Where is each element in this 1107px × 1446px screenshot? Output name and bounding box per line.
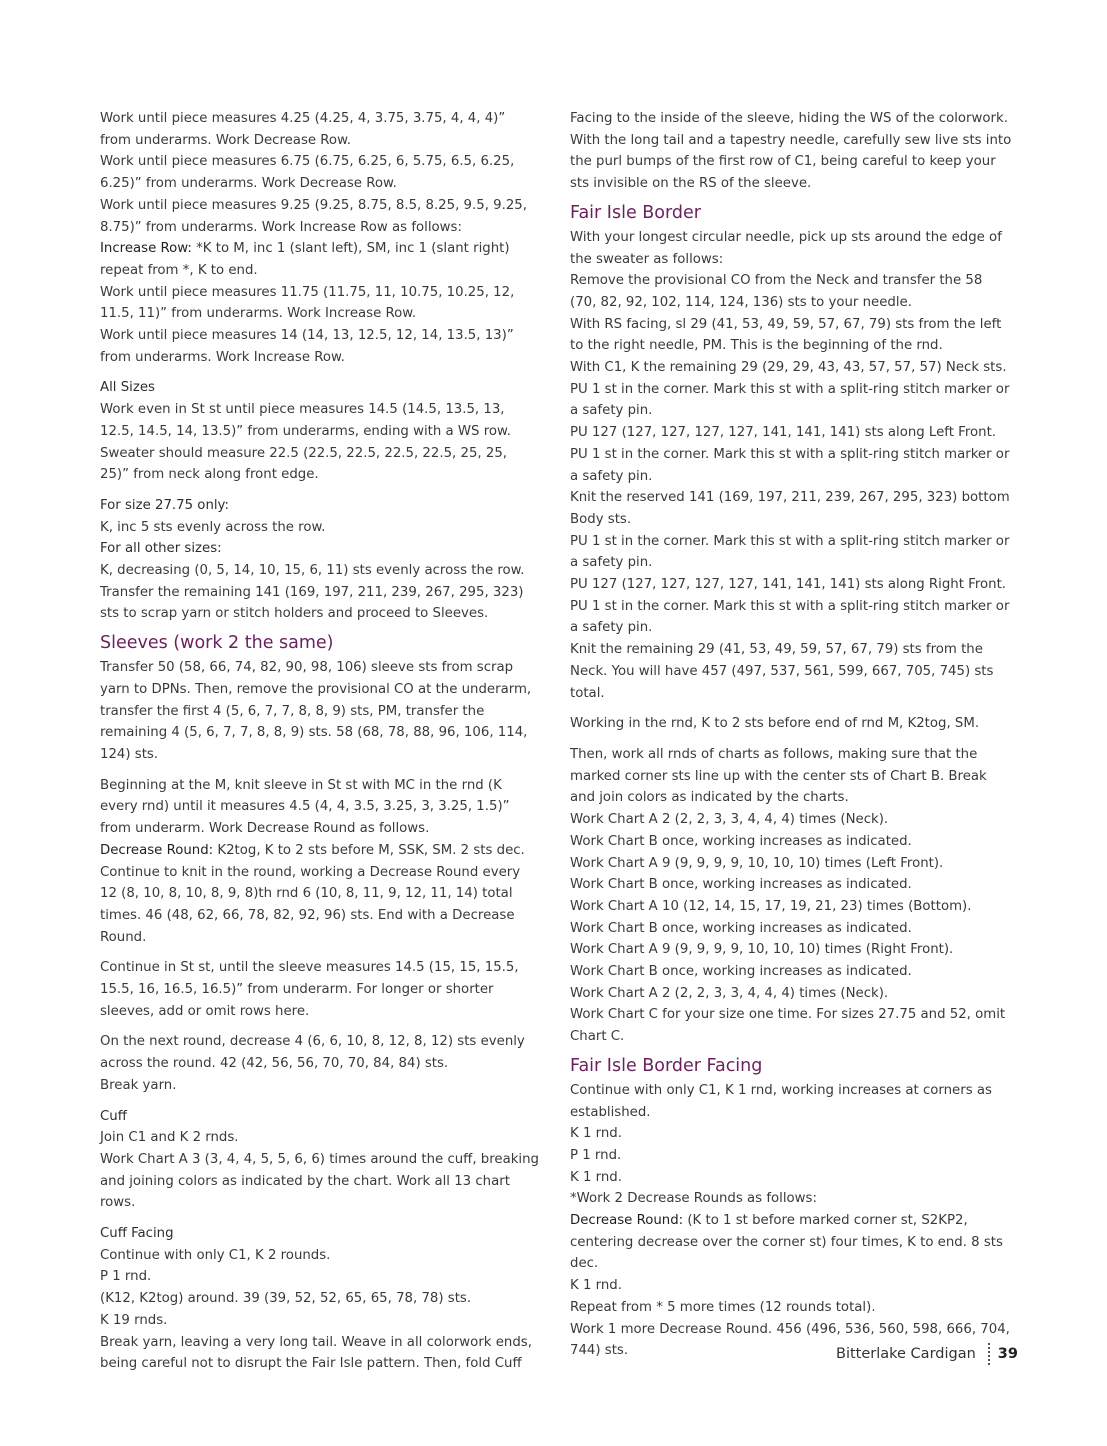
paragraph: Knit the reserved 141 (169, 197, 211, 239, 267, 295, 323) bottom Body sts.	[570, 490, 1010, 527]
footer-divider	[988, 1343, 990, 1365]
paragraph: Join C1 and K 2 rnds.	[100, 1130, 239, 1146]
other-sizes-heading: For all other sizes:	[100, 541, 222, 557]
paragraph: K 1 rnd.	[570, 1126, 622, 1142]
decrease-round-label: Decrease Round:	[100, 842, 214, 858]
footer-title: Bitterlake Cardigan	[836, 1346, 976, 1362]
sleeves-heading: Sleeves (work 2 the same)	[100, 633, 334, 654]
paragraph: Break yarn.	[100, 1077, 177, 1093]
fair-isle-border-heading: Fair Isle Border	[570, 202, 701, 223]
paragraph: K 1 rnd.	[570, 1169, 622, 1185]
paragraph: K, decreasing (0, 5, 14, 10, 15, 6, 11) sts evenly across the row.	[100, 563, 525, 579]
chart-step: Work Chart B once, working increases as indicated.	[570, 833, 912, 849]
decrease-round-label: Decrease Round:	[570, 1213, 684, 1229]
paragraph: Work Chart A 3 (3, 4, 4, 5, 5, 6, 6) times around the cuff, breaking and joining colors as indicated by the chart. Work all 13 chart rows.	[100, 1151, 539, 1211]
paragraph: With RS facing, sl 29 (41, 53, 49, 59, 57, 67, 79) sts from the left to the right needle, PM. This is the beginning of the rnd.	[570, 316, 1002, 354]
paragraph: Knit the remaining 29 (41, 53, 49, 59, 57, 67, 79) sts from the Neck. You will have 457 (497, 537, 561, 599, 667, 705, 745) sts total.	[570, 642, 994, 701]
paragraph: PU 1 st in the corner. Mark this st with a split-ring stitch marker or a safety pin.	[570, 446, 1010, 484]
paragraph: Continue with only C1, K 1 rnd, working increases at corners as established.	[570, 1082, 992, 1120]
paragraph: K 19 rnds.	[100, 1312, 168, 1328]
paragraph: P 1 rnd.	[100, 1269, 152, 1285]
paragraph: Break yarn, leaving a very long tail. Weave in all colorwork ends, being careful not to disrupt the Fair Isle pattern. Then, fold Cuff	[100, 1334, 532, 1372]
page-number: 39	[997, 1346, 1018, 1362]
increase-row-instruction	[100, 238, 540, 281]
paragraph: With your longest circular needle, pick up sts around the edge of the sweater as follows:	[570, 229, 1002, 267]
increase-row-label: Increase Row:	[100, 241, 192, 257]
paragraph: Work even in St st until piece measures 14.5 (14.5, 13.5, 13, 12.5, 14.5, 14, 13.5)” from underarms, ending with a WS row. Sweater should measure 22.5 (22.5, 22.5, 22.5, 22.5, 25, 25, 25)” from neck along front edge.	[100, 402, 511, 483]
all-sizes-heading: All Sizes	[100, 380, 155, 396]
paragraph: (K12, K2tog) around. 39 (39, 52, 52, 65, 65, 78, 78) sts.	[100, 1291, 472, 1307]
decrease-round-instruction	[570, 1210, 1012, 1275]
paragraph: K, inc 5 sts evenly across the row.	[100, 519, 326, 535]
paragraph: Continue with only C1, K 2 rounds.	[100, 1247, 331, 1263]
paragraph: Working in the rnd, K to 2 sts before end of rnd M, K2tog, SM.	[570, 716, 980, 732]
chart-step: Work Chart C for your size one time. For sizes 27.75 and 52, omit Chart C.	[570, 1007, 1006, 1045]
right-column	[570, 108, 1012, 1362]
fair-isle-border-facing-heading: Fair Isle Border Facing	[570, 1055, 763, 1076]
paragraph: Facing to the inside of the sleeve, hiding the WS of the colorwork. With the long tail and a tapestry needle, carefully sew live sts into the purl bumps of the first row of C1, being careful to keep your sts invisible on the RS of the sleeve.	[570, 111, 1012, 192]
paragraph: Work until piece measures 11.75 (11.75, 11, 10.75, 10.25, 12, 11.5, 11)” from underarms. Work Increase Row.	[100, 284, 515, 322]
paragraph: Work 1 more Decrease Round. 456 (496, 536, 560, 598, 666, 704, 744) sts.	[570, 1321, 1010, 1359]
paragraph: K 1 rnd.	[570, 1278, 622, 1294]
decrease-round-text: K2tog, K to 2 sts before M, SSK, SM. 2 sts dec.	[213, 842, 525, 858]
paragraph: P 1 rnd.	[570, 1147, 622, 1163]
paragraph: PU 1 st in the corner. Mark this st with a split-ring stitch marker or a safety pin.	[570, 381, 1010, 419]
paragraph: Continue in St st, until the sleeve measures 14.5 (15, 15, 15.5, 15.5, 16, 16.5, 16.5)” from underarm. For longer or shorter sleeves, add or omit rows here.	[100, 960, 519, 1019]
chart-step: Work Chart B once, working increases as indicated.	[570, 920, 912, 936]
paragraph: *Work 2 Decrease Rounds as follows:	[570, 1191, 817, 1207]
increase-row-text: *K to M, inc 1 (slant left), SM, inc 1 (slant right) repeat from *, K to end.	[100, 241, 510, 278]
paragraph: Work until piece measures 9.25 (9.25, 8.75, 8.5, 8.25, 9.5, 9.25, 8.75)” from underarms. Work Increase Row as follows:	[100, 197, 527, 235]
chart-step: Work Chart A 2 (2, 2, 3, 3, 4, 4, 4) times (Neck).	[570, 812, 889, 828]
decrease-round-text: (K to 1 st before marked corner st, S2KP2, centering decrease over the corner st) four times, K to end. 8 sts dec.	[570, 1213, 1003, 1272]
paragraph: Transfer 50 (58, 66, 74, 82, 90, 98, 106) sleeve sts from scrap yarn to DPNs. Then, remove the provisional CO at the underarm, transfer the first 4 (5, 6, 7, 7, 8, 8, 9) sts, PM, transfer the remaining 4 (5, 6, 7, 7, 8, 8, 9) sts. 58 (68, 78, 88, 96, 106, 114, 124) sts.	[100, 660, 532, 762]
paragraph: Work until piece measures 14 (14, 13, 12.5, 12, 14, 13.5, 13)” from underarms. Work Increase Row.	[100, 328, 514, 365]
left-column	[100, 108, 540, 1375]
paragraph: Remove the provisional CO from the Neck and transfer the 58 (70, 82, 92, 102, 114, 124, 136) sts to your needle.	[570, 273, 983, 310]
paragraph: Repeat from * 5 more times (12 rounds total).	[570, 1299, 876, 1315]
chart-step: Work Chart A 2 (2, 2, 3, 3, 4, 4, 4) times (Neck).	[570, 985, 889, 1001]
chart-step: Work Chart A 9 (9, 9, 9, 9, 10, 10, 10) times (Left Front).	[570, 855, 944, 871]
decrease-round-instruction	[100, 840, 540, 862]
paragraph: Beginning at the M, knit sleeve in St st with MC in the rnd (K every rnd) until it measures 4.5 (4, 4, 3.5, 3.25, 3, 3.25, 1.5)” from underarm. Work Decrease Round as follows.	[100, 777, 510, 837]
chart-step: Work Chart B once, working increases as indicated.	[570, 877, 912, 893]
paragraph: On the next round, decrease 4 (6, 6, 10, 8, 12, 8, 12) sts evenly across the round. 42 (42, 56, 56, 70, 70, 84, 84) sts.	[100, 1034, 525, 1072]
paragraph: Work until piece measures 6.75 (6.75, 6.25, 6, 5.75, 6.5, 6.25, 6.25)” from underarms. Work Decrease Row.	[100, 154, 515, 192]
chart-step: Work Chart A 9 (9, 9, 9, 9, 10, 10, 10) times (Right Front).	[570, 942, 954, 958]
cuff-facing-heading: Cuff Facing	[100, 1226, 174, 1242]
paragraph: PU 127 (127, 127, 127, 127, 141, 141, 141) sts along Left Front.	[570, 425, 997, 441]
chart-step: Work Chart B once, working increases as indicated.	[570, 964, 912, 980]
paragraph: PU 1 st in the corner. Mark this st with a split-ring stitch marker or a safety pin.	[570, 598, 1010, 636]
paragraph: PU 127 (127, 127, 127, 127, 141, 141, 141) sts along Right Front.	[570, 577, 1007, 593]
cuff-heading: Cuff	[100, 1108, 127, 1124]
paragraph: Transfer the remaining 141 (169, 197, 211, 239, 267, 295, 323) sts to scrap yarn or stitch holders and proceed to Sleeves.	[100, 584, 524, 622]
paragraph: Continue to knit in the round, working a Decrease Round every 12 (8, 10, 8, 10, 8, 9, 8)th rnd 6 (10, 8, 11, 9, 12, 11, 14) total times. 46 (48, 62, 66, 78, 82, 92, 96) sts. End with a Decrease Round.	[100, 864, 521, 945]
chart-step: Work Chart A 10 (12, 14, 15, 17, 19, 21, 23) times (Bottom).	[570, 898, 972, 914]
paragraph: Work until piece measures 4.25 (4.25, 4, 3.75, 3.75, 4, 4, 4)” from underarms. Work Decrease Row.	[100, 111, 506, 148]
paragraph: Then, work all rnds of charts as follows, making sure that the marked corner sts line up with the center sts of Chart B. Break and join colors as indicated by the charts.	[570, 746, 987, 806]
page-footer	[836, 1343, 1018, 1365]
paragraph: PU 1 st in the corner. Mark this st with a split-ring stitch marker or a safety pin.	[570, 533, 1010, 571]
size-2775-heading: For size 27.75 only:	[100, 497, 229, 513]
paragraph: With C1, K the remaining 29 (29, 29, 43, 43, 57, 57, 57) Neck sts.	[570, 360, 1007, 376]
